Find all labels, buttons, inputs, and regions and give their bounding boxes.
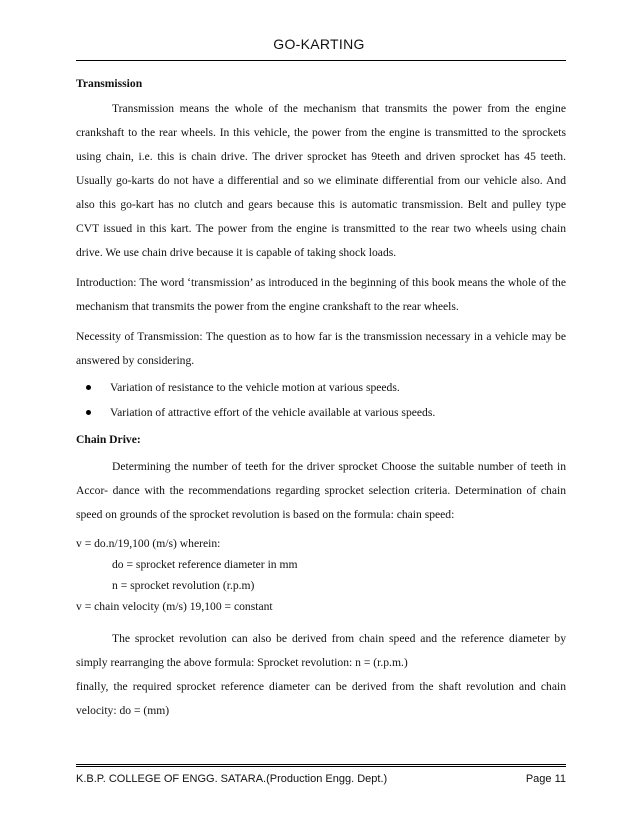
necessity-bullet-list [76, 375, 566, 425]
transmission-heading: Transmission [76, 77, 143, 90]
list-item [76, 400, 566, 425]
page-content [76, 71, 566, 723]
header-divider [76, 60, 566, 61]
footer-page-number: Page 11 [525, 773, 566, 785]
formula-line: do = sprocket reference diameter in mm [112, 558, 298, 571]
sprocket-diameter-paragraph: finally, the required sprocket reference diameter can be derived from the shaft revolution and chain velocity: do = (mm) [76, 680, 566, 717]
list-item [76, 375, 566, 400]
chain-drive-heading: Chain Drive: [76, 433, 141, 446]
page-header-title: GO-KARTING [273, 36, 365, 52]
necessity-paragraph: Necessity of Transmission: The question as to how far is the transmission necessary in a vehicle may be answered by considering. [76, 330, 566, 367]
bullet-icon [86, 385, 91, 390]
footer-college-name: K.B.P. COLLEGE OF ENGG. SATARA.(Production Engg. Dept.) [76, 773, 388, 785]
bullet-text: Variation of attractive effort of the vehicle available at various speeds. [110, 406, 436, 419]
formula-line: n = sprocket revolution (r.p.m) [112, 579, 255, 592]
transmission-paragraph: Transmission means the whole of the mechanism that transmits the power from the engine crankshaft to the rear wheels. In this vehicle, the power from the engine is transmitted to the sprockets using chain, i.e. this is chain drive. The driver sprocket has 9teeth and driven sprocket has 45 teeth. Usually go-karts do not have a differential and so we eliminate differential from our vehicle also. And also this go-kart has no clutch and gears because this is automatic transmission. Belt and pulley type CVT issued in this kart. The power from the engine is transmitted to the rear two wheels using chain drive. We use chain drive because it is capable of taking shock loads. [76, 102, 566, 259]
sprocket-revolution-paragraph: The sprocket revolution can also be derived from chain speed and the reference diameter by simply rearranging the above formula: Sprocket revolution: n = (r.p.m.) [76, 632, 566, 669]
formula-line: v = chain velocity (m/s) 19,100 = constant [76, 600, 273, 613]
formula-block [76, 533, 566, 617]
introduction-paragraph: Introduction: The word ‘transmission’ as introduced in the beginning of this book means the whole of the mechanism that transmits the power from the engine crankshaft to the rear wheels. [76, 276, 566, 313]
bullet-text: Variation of resistance to the vehicle motion at various speeds. [110, 381, 400, 394]
bullet-icon [86, 410, 91, 415]
chain-drive-paragraph: Determining the number of teeth for the driver sprocket Choose the suitable number of teeth in Accor- dance with the recommendations regarding sprocket selection criteria. Determination of chain speed on grounds of the sprocket revolution is based on the formula: chain speed: [76, 460, 566, 521]
footer-divider [76, 764, 566, 767]
formula-line: v = do.n/19,100 (m/s) wherein: [76, 537, 221, 550]
